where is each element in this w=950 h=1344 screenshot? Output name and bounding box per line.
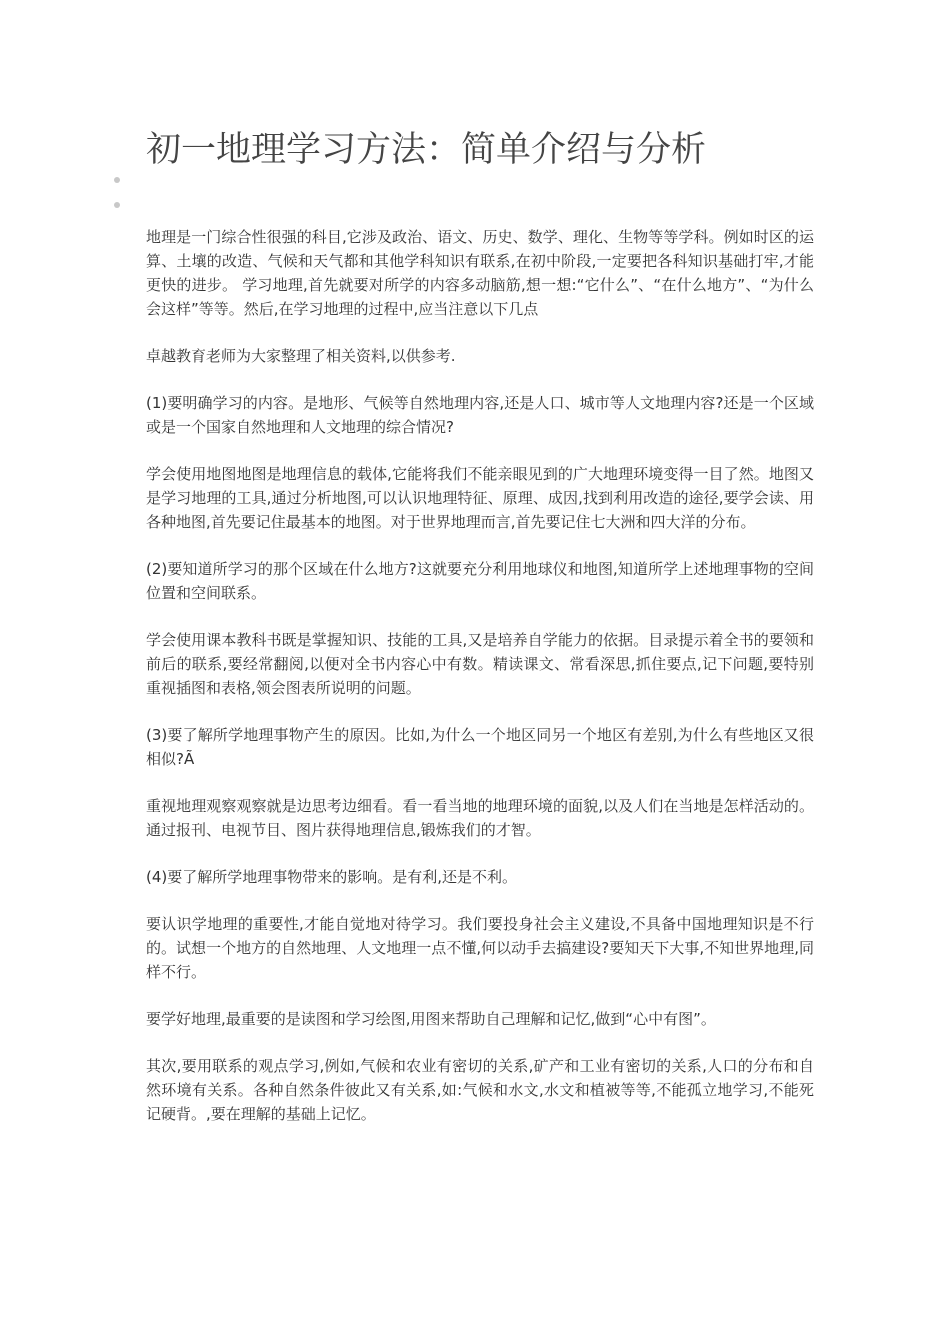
paragraph-connections: 其次,要用联系的观点学习,例如,气候和农业有密切的关系,矿产和工业有密切的关系,人口的分布和自然环境有关系。各种自然条件彼此又有关系,如:气候和水文,水文和植被等等,不能孤立地学习,不能死记硬背。,要在理解的基础上记忆。 xyxy=(146,1057,814,1123)
paragraph-importance: 要认识学地理的重要性,才能自觉地对待学习。我们要投身社会主义建设,不具备中国地理知识是不行的。试想一个地方的自然地理、人文地理一点不懂,何以动手去搞建设?要知天下大事,不知世界地理,同样不行。 xyxy=(146,915,814,981)
paragraph-point-1: (1)要明确学习的内容。是地形、气候等自然地理内容,还是人口、城市等人文地理内容?还是一个区域或是一个国家自然地理和人文地理的综合情况? xyxy=(146,394,814,436)
paragraph-point-4: (4)要了解所学地理事物带来的影响。是有利,还是不利。 xyxy=(146,868,518,886)
bullet-dot-icon xyxy=(114,202,120,208)
bullet-dot-icon xyxy=(114,177,120,183)
paragraph-read-maps: 要学好地理,最重要的是读图和学习绘图,用图来帮助自己理解和记忆,做到“心中有图”。 xyxy=(146,1010,716,1028)
paragraph-point-2: (2)要知道所学习的那个区域在什么地方?这就要充分利用地球仪和地图,知道所学上述地理事物的空间位置和空间联系。 xyxy=(146,560,814,602)
page-title: 初一地理学习方法：简单介绍与分析 xyxy=(146,130,707,170)
bullet-list xyxy=(114,177,120,227)
paragraph-observation: 重视地理观察观察就是边思考边细看。看一看当地的地理环境的面貌,以及人们在当地是怎样活动的。通过报刊、电视节目、图片获得地理信息,锻炼我们的才智。 xyxy=(146,797,814,839)
article-body xyxy=(146,225,814,1149)
paragraph-source-note: 卓越教育老师为大家整理了相关资料,以供参考. xyxy=(146,347,456,365)
paragraph-use-textbook: 学会使用课本教科书既是掌握知识、技能的工具,又是培养自学能力的依据。目录提示着全书的要领和前后的联系,要经常翻阅,以便对全书内容心中有数。精读课文、常看深思,抓住要点,记下问题,要特别重视插图和表格,领会图表所说明的问题。 xyxy=(146,631,814,697)
paragraph-point-3: (3)要了解所学地理事物产生的原因。比如,为什么一个地区同另一个地区有差别,为什么有些地区又很相似?Ã xyxy=(146,726,814,768)
paragraph-use-maps: 学会使用地图地图是地理信息的载体,它能将我们不能亲眼见到的广大地理环境变得一目了然。地图又是学习地理的工具,通过分析地图,可以认识地理特征、原理、成因,找到利用改造的途径,要学会读、用各种地图,首先要记住最基本的地图。对于世界地理而言,首先要记住七大洲和四大洋的分布。 xyxy=(146,465,814,531)
paragraph-intro: 地理是一门综合性很强的科目,它涉及政治、语文、历史、数学、理化、生物等等学科。例如时区的运算、土壤的改造、气候和天气都和其他学科知识有联系,在初中阶段,一定要把各科知识基础打牢,才能更快的进步。 学习地理,首先就要对所学的内容多动脑筋,想一想:“它什么”、“在什么地方”、“为什么会这样”等等。然后,在学习地理的过程中,应当注意以下几点 xyxy=(146,228,814,318)
